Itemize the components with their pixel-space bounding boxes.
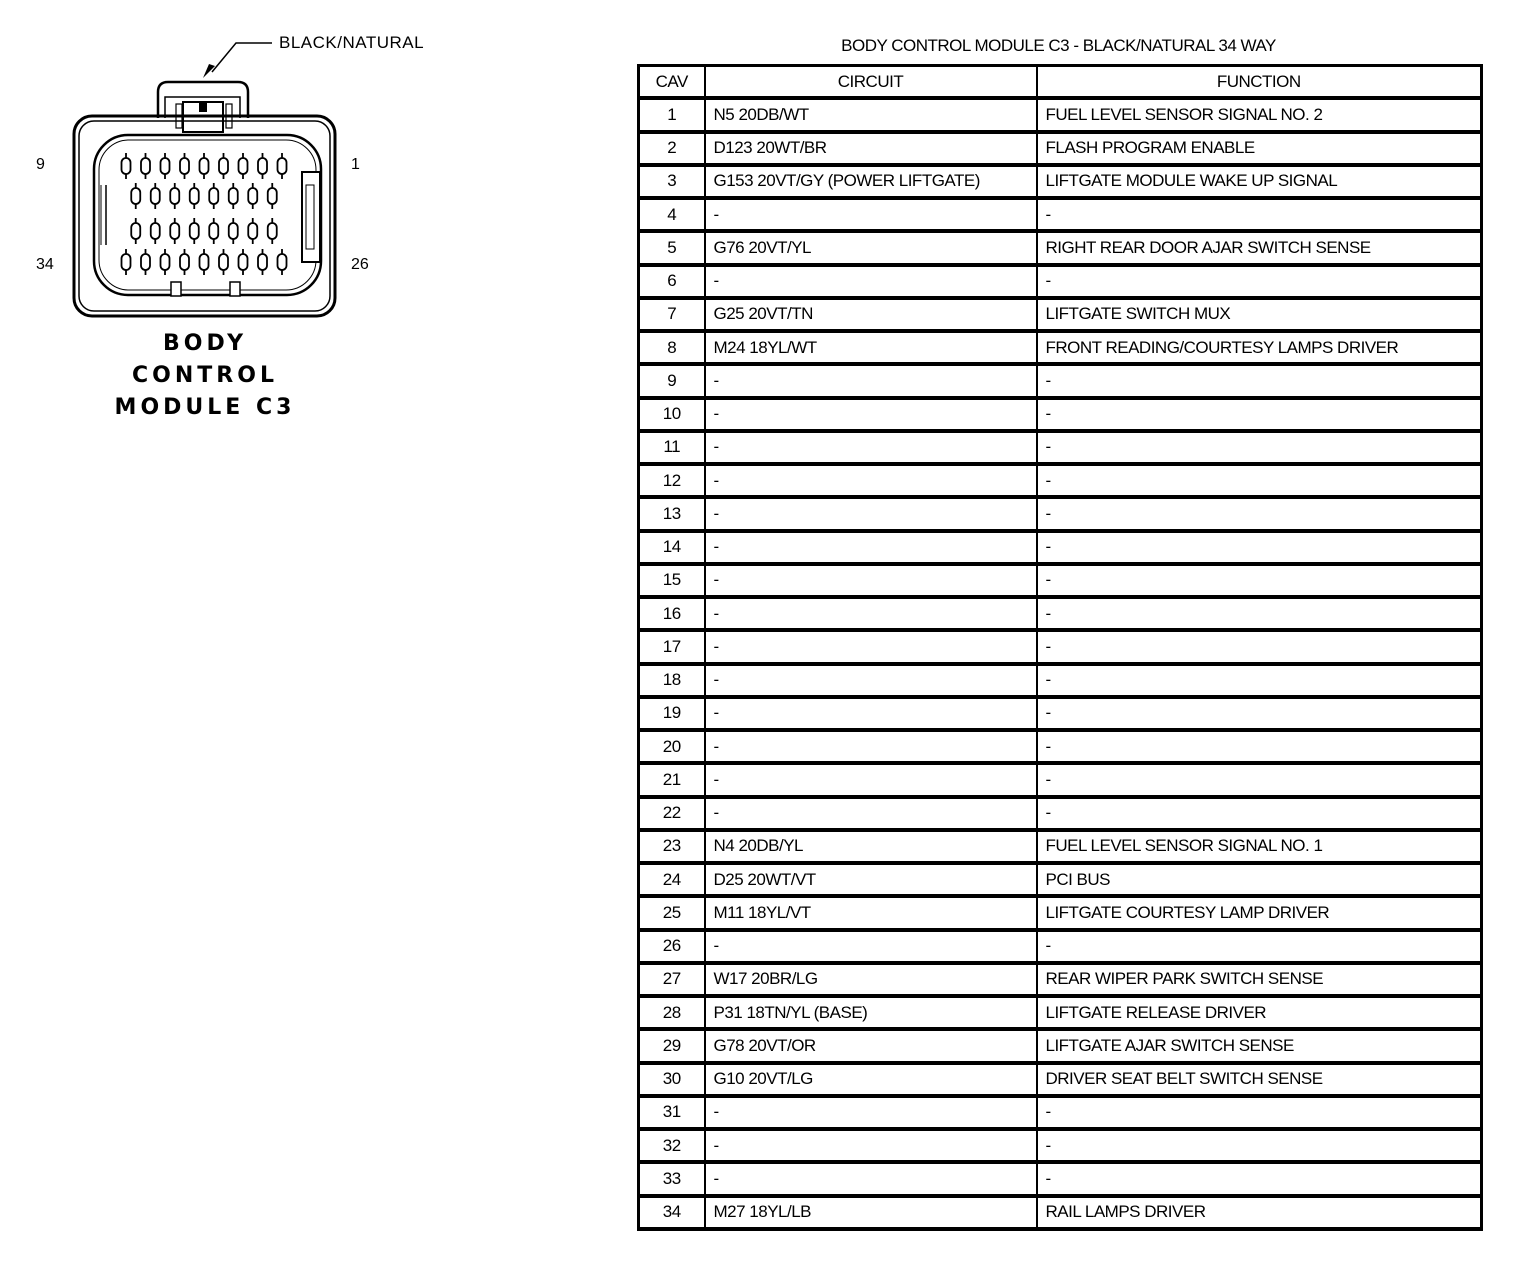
- cav-cell: 26: [639, 930, 705, 963]
- circuit-cell: -: [705, 364, 1037, 397]
- cavity-table: [637, 64, 1483, 1231]
- cav-cell: 30: [639, 1063, 705, 1096]
- circuit-cell: G25 20VT/TN: [705, 298, 1037, 331]
- table-row: [639, 664, 1482, 697]
- connector-pin: [229, 183, 238, 209]
- circuit-cell: M27 18YL/LB: [705, 1196, 1037, 1229]
- connector-pin: [258, 249, 267, 275]
- cav-cell: 11: [639, 431, 705, 464]
- function-cell: LIFTGATE AJAR SWITCH SENSE: [1037, 1029, 1482, 1062]
- connector-pin: [170, 218, 179, 244]
- connector-pin: [278, 153, 287, 179]
- connector-pin-grid: [122, 153, 287, 275]
- connector-pin: [122, 249, 131, 275]
- connector-pin: [200, 153, 209, 179]
- cav-cell: 23: [639, 830, 705, 863]
- table-row: [639, 1096, 1482, 1129]
- cav-cell: 19: [639, 697, 705, 730]
- function-cell: -: [1037, 1162, 1482, 1195]
- connector-pin: [200, 249, 209, 275]
- table-row: [639, 497, 1482, 530]
- connector-caption-line-2: CONTROL: [132, 363, 278, 388]
- connector-pin: [268, 183, 277, 209]
- table-row: [639, 364, 1482, 397]
- circuit-cell: -: [705, 431, 1037, 464]
- circuit-cell: -: [705, 630, 1037, 663]
- connector-pin: [190, 218, 199, 244]
- table-row: [639, 431, 1482, 464]
- circuit-cell: W17 20BR/LG: [705, 963, 1037, 996]
- function-cell: FLASH PROGRAM ENABLE: [1037, 132, 1482, 165]
- circuit-cell: -: [705, 198, 1037, 231]
- connector-color-label: BLACK/NATURAL: [279, 33, 425, 52]
- circuit-cell: G78 20VT/OR: [705, 1029, 1037, 1062]
- connector-pin: [131, 218, 140, 244]
- cav-cell: 12: [639, 464, 705, 497]
- cav-cell: 34: [639, 1196, 705, 1229]
- cav-cell: 2: [639, 132, 705, 165]
- table-title: BODY CONTROL MODULE C3 - BLACK/NATURAL 34 WAY: [841, 36, 1276, 55]
- pin-label-top-left: 9: [36, 156, 45, 173]
- function-cell: DRIVER SEAT BELT SWITCH SENSE: [1037, 1063, 1482, 1096]
- connector-pin: [161, 153, 170, 179]
- table-row: [639, 963, 1482, 996]
- cav-cell: 22: [639, 797, 705, 830]
- function-cell: RAIL LAMPS DRIVER: [1037, 1196, 1482, 1229]
- callout-leader-line: [212, 43, 272, 72]
- table-row: [639, 132, 1482, 165]
- cav-cell: 25: [639, 896, 705, 929]
- connector-pin: [219, 153, 228, 179]
- function-cell: -: [1037, 531, 1482, 564]
- connector-pin: [209, 183, 218, 209]
- connector-panel: [0, 0, 425, 440]
- function-cell: -: [1037, 497, 1482, 530]
- function-cell: -: [1037, 1129, 1482, 1162]
- table-row: [639, 298, 1482, 331]
- circuit-cell: N4 20DB/YL: [705, 830, 1037, 863]
- function-cell: -: [1037, 1096, 1482, 1129]
- circuit-cell: -: [705, 1096, 1037, 1129]
- cav-cell: 8: [639, 331, 705, 364]
- function-cell: -: [1037, 797, 1482, 830]
- cav-cell: 33: [639, 1162, 705, 1195]
- circuit-cell: D25 20WT/VT: [705, 863, 1037, 896]
- function-cell: FRONT READING/COURTESY LAMPS DRIVER: [1037, 331, 1482, 364]
- function-cell: LIFTGATE COURTESY LAMP DRIVER: [1037, 896, 1482, 929]
- cav-cell: 4: [639, 198, 705, 231]
- function-cell: LIFTGATE RELEASE DRIVER: [1037, 996, 1482, 1029]
- circuit-cell: M11 18YL/VT: [705, 896, 1037, 929]
- cav-cell: 9: [639, 364, 705, 397]
- connector-pin: [248, 218, 257, 244]
- circuit-cell: G153 20VT/GY (POWER LIFTGATE): [705, 165, 1037, 198]
- function-cell: -: [1037, 564, 1482, 597]
- circuit-cell: D123 20WT/BR: [705, 132, 1037, 165]
- circuit-cell: -: [705, 464, 1037, 497]
- circuit-cell: -: [705, 1129, 1037, 1162]
- connector-pin: [161, 249, 170, 275]
- circuit-cell: -: [705, 398, 1037, 431]
- pin-label-top-right: 1: [351, 156, 360, 173]
- table-row: [639, 265, 1482, 298]
- function-cell: -: [1037, 364, 1482, 397]
- table-row: [639, 1129, 1482, 1162]
- function-cell: -: [1037, 398, 1482, 431]
- circuit-cell: -: [705, 265, 1037, 298]
- circuit-cell: P31 18TN/YL (BASE): [705, 996, 1037, 1029]
- table-row: [639, 464, 1482, 497]
- circuit-cell: G76 20VT/YL: [705, 231, 1037, 264]
- connector-pin: [229, 218, 238, 244]
- connector-pin: [219, 249, 228, 275]
- table-row: [639, 863, 1482, 896]
- cav-cell: 31: [639, 1096, 705, 1129]
- function-cell: REAR WIPER PARK SWITCH SENSE: [1037, 963, 1482, 996]
- circuit-cell: M24 18YL/WT: [705, 331, 1037, 364]
- table-row: [639, 930, 1482, 963]
- function-cell: LIFTGATE SWITCH MUX: [1037, 298, 1482, 331]
- table-row: [639, 996, 1482, 1029]
- connector-pin: [151, 218, 160, 244]
- cav-cell: 13: [639, 497, 705, 530]
- connector-pin: [141, 153, 150, 179]
- connector-pin: [141, 249, 150, 275]
- connector-pin: [122, 153, 131, 179]
- function-cell: -: [1037, 198, 1482, 231]
- circuit-cell: -: [705, 797, 1037, 830]
- table-row: [639, 98, 1482, 131]
- function-cell: -: [1037, 431, 1482, 464]
- table-row: [639, 763, 1482, 796]
- pin-label-bottom-left: 34: [36, 256, 54, 273]
- connector-pin: [268, 218, 277, 244]
- table-row: [639, 1029, 1482, 1062]
- cav-cell: 7: [639, 298, 705, 331]
- table-row: [639, 1162, 1482, 1195]
- cav-cell: 24: [639, 863, 705, 896]
- circuit-cell: -: [705, 697, 1037, 730]
- cav-cell: 21: [639, 763, 705, 796]
- connector-pin: [180, 153, 189, 179]
- table-row: [639, 697, 1482, 730]
- table-row: [639, 1196, 1482, 1229]
- function-cell: PCI BUS: [1037, 863, 1482, 896]
- table-row: [639, 231, 1482, 264]
- table-row: [639, 1063, 1482, 1096]
- connector-caption-line-3: MODULE C3: [114, 395, 296, 420]
- table-row: [639, 797, 1482, 830]
- table-header-row: [639, 66, 1482, 99]
- function-cell: FUEL LEVEL SENSOR SIGNAL NO. 1: [1037, 830, 1482, 863]
- circuit-cell: -: [705, 597, 1037, 630]
- cav-cell: 16: [639, 597, 705, 630]
- connector-bottom-key-right: [230, 282, 240, 296]
- header-function: FUNCTION: [1037, 66, 1482, 99]
- circuit-cell: -: [705, 930, 1037, 963]
- table-row: [639, 630, 1482, 663]
- connector-pin: [248, 183, 257, 209]
- table-row: [639, 331, 1482, 364]
- function-cell: -: [1037, 464, 1482, 497]
- cav-cell: 18: [639, 664, 705, 697]
- connector-pin: [258, 153, 267, 179]
- circuit-cell: G10 20VT/LG: [705, 1063, 1037, 1096]
- connector-pin: [239, 153, 248, 179]
- function-cell: -: [1037, 930, 1482, 963]
- circuit-cell: -: [705, 664, 1037, 697]
- function-cell: -: [1037, 597, 1482, 630]
- table-row: [639, 398, 1482, 431]
- function-cell: -: [1037, 664, 1482, 697]
- table-row: [639, 165, 1482, 198]
- connector-latch-key: [199, 102, 207, 112]
- table-body: [639, 98, 1482, 1229]
- function-cell: RIGHT REAR DOOR AJAR SWITCH SENSE: [1037, 231, 1482, 264]
- table-row: [639, 564, 1482, 597]
- table-row: [639, 730, 1482, 763]
- circuit-cell: -: [705, 763, 1037, 796]
- function-cell: -: [1037, 630, 1482, 663]
- cav-cell: 20: [639, 730, 705, 763]
- header-circuit: CIRCUIT: [705, 66, 1037, 99]
- circuit-cell: -: [705, 564, 1037, 597]
- connector-pin: [278, 249, 287, 275]
- table-row: [639, 597, 1482, 630]
- cav-cell: 32: [639, 1129, 705, 1162]
- cav-cell: 3: [639, 165, 705, 198]
- pin-label-bottom-right: 26: [351, 256, 369, 273]
- connector-latch-housing: [158, 82, 248, 118]
- connector-caption-line-1: BODY: [162, 331, 248, 356]
- function-cell: -: [1037, 697, 1482, 730]
- connector-pin: [170, 183, 179, 209]
- function-cell: LIFTGATE MODULE WAKE UP SIGNAL: [1037, 165, 1482, 198]
- connector-pin: [151, 183, 160, 209]
- circuit-cell: -: [705, 497, 1037, 530]
- connector-pin: [190, 183, 199, 209]
- connector-pin: [131, 183, 140, 209]
- cav-cell: 29: [639, 1029, 705, 1062]
- circuit-cell: N5 20DB/WT: [705, 98, 1037, 131]
- table-row: [639, 531, 1482, 564]
- circuit-cell: -: [705, 1162, 1037, 1195]
- cav-cell: 14: [639, 531, 705, 564]
- connector-pin: [209, 218, 218, 244]
- function-cell: -: [1037, 730, 1482, 763]
- header-cav: CAV: [639, 66, 705, 99]
- cav-cell: 1: [639, 98, 705, 131]
- cav-cell: 27: [639, 963, 705, 996]
- cav-cell: 15: [639, 564, 705, 597]
- cav-cell: 6: [639, 265, 705, 298]
- connector-outer-body-inner-edge: [79, 121, 330, 311]
- table-row: [639, 198, 1482, 231]
- cav-cell: 17: [639, 630, 705, 663]
- connector-pin: [239, 249, 248, 275]
- function-cell: FUEL LEVEL SENSOR SIGNAL NO. 2: [1037, 98, 1482, 131]
- table-row: [639, 830, 1482, 863]
- cav-cell: 5: [639, 231, 705, 264]
- circuit-cell: -: [705, 730, 1037, 763]
- connector-bottom-key-left: [171, 282, 181, 296]
- connector-pin: [180, 249, 189, 275]
- table-row: [639, 896, 1482, 929]
- cav-cell: 28: [639, 996, 705, 1029]
- function-cell: -: [1037, 763, 1482, 796]
- circuit-cell: -: [705, 531, 1037, 564]
- cav-cell: 10: [639, 398, 705, 431]
- function-cell: -: [1037, 265, 1482, 298]
